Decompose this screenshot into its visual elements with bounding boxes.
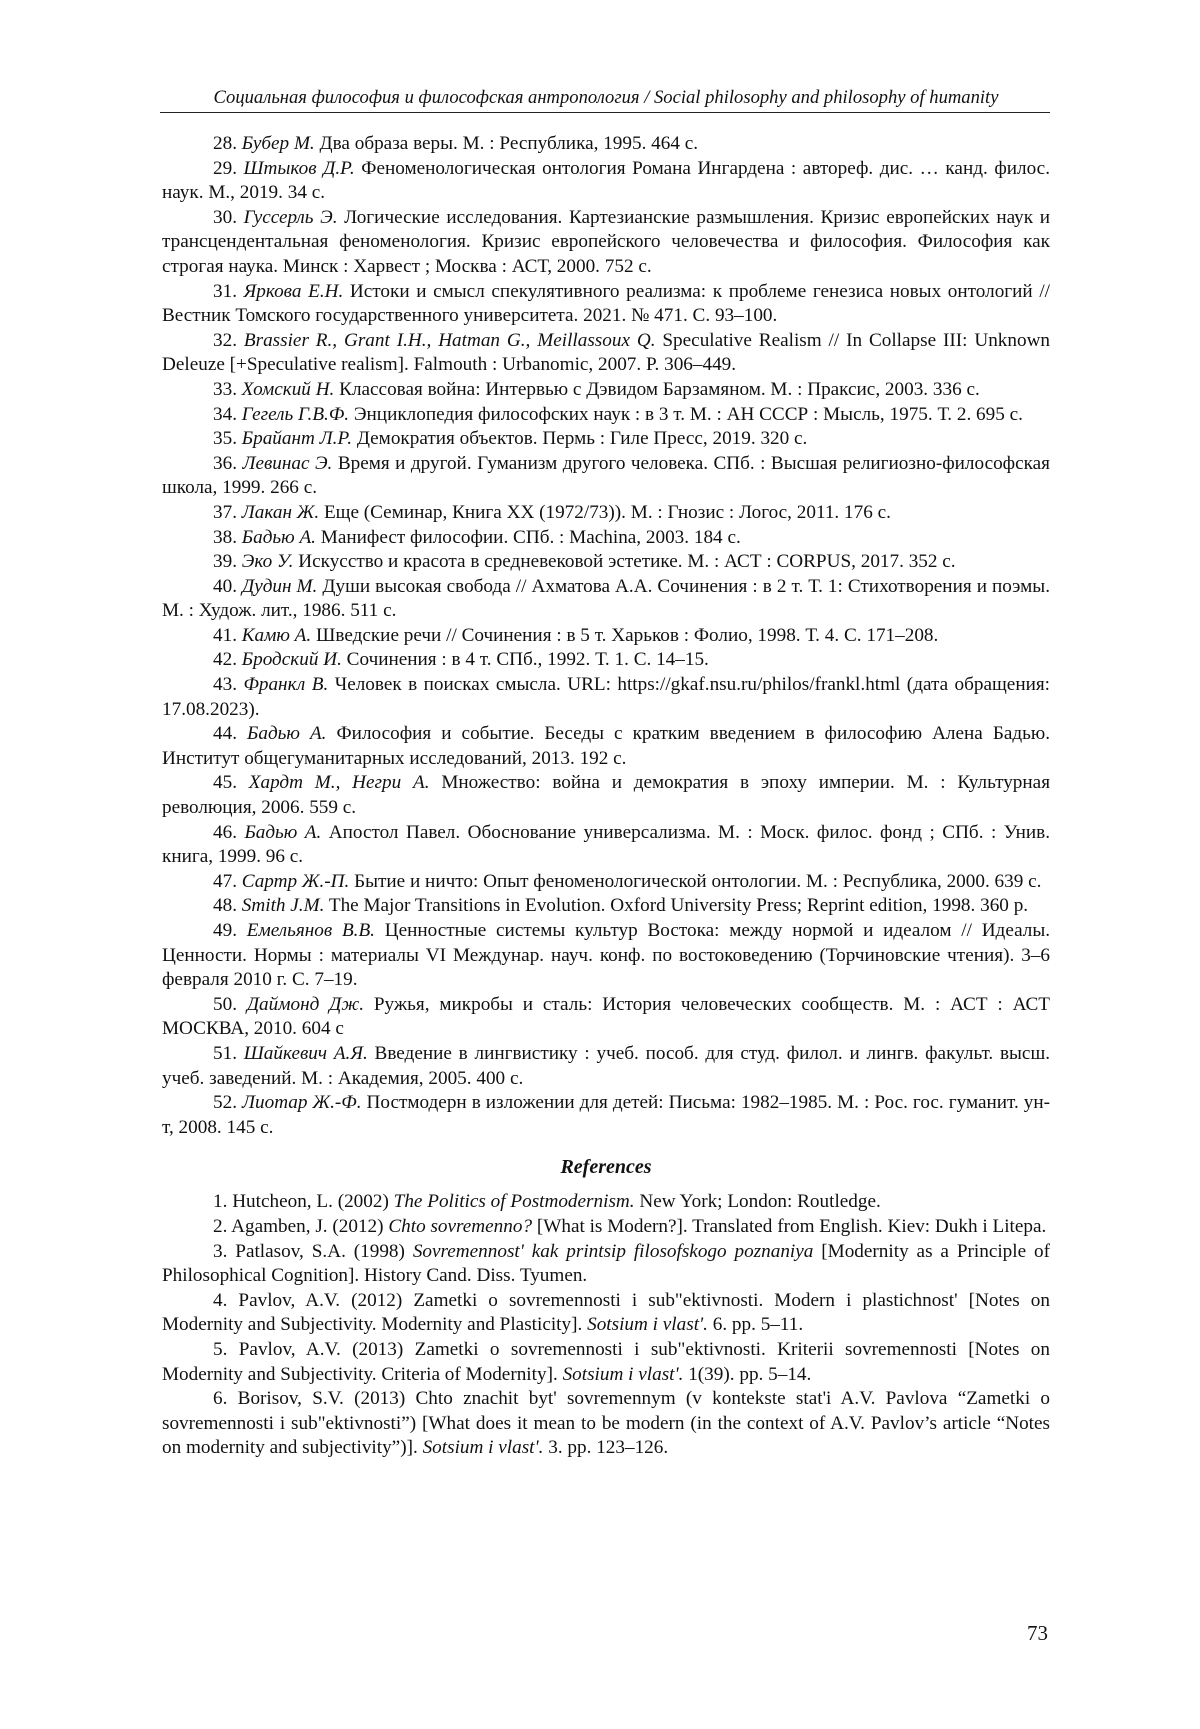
reference-entry <box>162 1215 1050 1240</box>
entry-text: Постмодерн в изложении для детей: Письма: 1982–1985. М. : Рос. гос. гуманит. ун-т, 2008. 145 с. <box>162 1092 1051 1138</box>
bibliography-entry <box>162 427 1050 452</box>
entry-number: 33. <box>213 378 237 400</box>
reference-title: Sotsium i vlast'. <box>422 1437 544 1459</box>
reference-entry <box>162 1190 1050 1215</box>
bibliography-entry <box>162 894 1050 919</box>
entry-number: 39. <box>213 551 237 573</box>
entry-number: 44. <box>213 723 237 745</box>
references-list <box>162 1190 1050 1461</box>
entry-text: Энциклопедия философских наук : в 3 т. М. : АН СССР : Мысль, 1975. Т. 2. 695 с. <box>353 403 1023 425</box>
entry-text: Сочинения : в 4 т. СПб., 1992. Т. 1. С. 14–15. <box>346 649 709 671</box>
entry-text: Еще (Семинар, Книга XX (1972/73)). М. : Гнозис : Логос, 2011. 176 с. <box>323 501 891 523</box>
bibliography-entry <box>162 452 1050 501</box>
entry-number: 29. <box>213 157 237 179</box>
bibliography-entry <box>162 673 1050 722</box>
entry-number: 32. <box>213 329 237 351</box>
entry-number: 50. <box>213 993 237 1015</box>
entry-text: Множество: война и демократия в эпоху империи. М. : Культурная революция, 2006. 559 с. <box>162 772 1051 819</box>
entry-author: Шайкевич А.Я. <box>243 1042 368 1064</box>
entry-text: Демократия объектов. Пермь : Гиле Пресс, 2019. 320 с. <box>356 428 808 450</box>
bibliography-entry <box>162 501 1050 526</box>
entry-number: 47. <box>213 870 237 892</box>
entry-text: Феноменологическая онтология Романа Ингардена : автореф. дис. … канд. филос. наук. М., 2019. 34 с. <box>162 157 1050 204</box>
reference-text: 6. Borisov, S.V. (2013) Chto znachit byt' sovremennym (v kontekste stat'i A.V. Pavlova “Zametki o sovremennosti i sub"ektivnosti”) [What does it mean to be modern (in the context of A.V. Pavlov’s article “Notes on modernity and subjectivity”)]. <box>162 1388 1050 1459</box>
entry-text: Логические исследования. Картезианские размышления. Кризис европейских наук и трансцендентальная феноменология. Кризис европейского человечества и философия. Философия как строгая наука. Минск : Харвест ; Москва : АСТ, 2000. 752 с. <box>162 206 1051 277</box>
entry-author: Лакан Ж. <box>241 501 320 523</box>
reference-text: 1(39). pp. 5–14. <box>683 1363 812 1385</box>
entry-number: 52. <box>213 1092 237 1114</box>
entry-text: Апостол Павел. Обоснование универсализма. М. : Моск. филос. фонд ; СПб. : Унив. книга, 1999. 96 с. <box>162 821 1051 868</box>
entry-text: Speculative Realism // In Collapse III: Unknown Deleuze [+Speculative realism]. Falmouth : Urbanomic, 2007. P. 306–449. <box>162 329 1051 376</box>
bibliography-list <box>162 132 1050 1140</box>
entry-author: Гуссерль Э. <box>243 206 338 228</box>
bibliography-entry <box>162 280 1050 329</box>
reference-text: 5. Pavlov, A.V. (2013) Zametki o sovremennosti i sub"ektivnosti. Kriterii sovremennosti [Notes on Modernity and Subjectivity. Criteria of Modernity]. <box>162 1338 1050 1385</box>
reference-text: [What is Modern?]. Translated from English. Kiev: Dukh i Litepa. <box>532 1215 1047 1237</box>
entry-author: Камю А. <box>241 624 312 646</box>
entry-text: Ценностные системы культур Востока: между нормой и идеалом // Идеалы. Ценности. Нормы : материалы VI Междунар. науч. конф. по востоковедению (Торчиновские чтения). 3–6 февраля 2010 г. С. 7–19. <box>162 920 1051 991</box>
entry-author: Франкл В. <box>243 674 329 696</box>
reference-text: 2. Agamben, J. (2012) <box>213 1215 389 1237</box>
bibliography-entry <box>162 206 1050 280</box>
entry-author: Smith J.M. <box>241 895 325 917</box>
entry-author: Яркова Е.Н. <box>243 280 344 302</box>
entry-number: 30. <box>213 206 237 228</box>
entry-number: 51. <box>213 1042 237 1064</box>
header-rule <box>160 112 1050 113</box>
entry-number: 28. <box>213 133 237 154</box>
entry-text: Время и другой. Гуманизм другого человека. СПб. : Высшая религиозно-философская школа, 1999. 266 с. <box>162 452 1051 499</box>
entry-author: Брайант Л.Р. <box>241 428 353 450</box>
reference-entry <box>162 1289 1050 1338</box>
reference-text: 3. pp. 123–126. <box>543 1437 669 1459</box>
bibliography-entry <box>162 722 1050 771</box>
entry-text: Истоки и смысл спекулятивного реализма: к проблеме генезиса новых онтологий // Вестник Томского государственного университета. 2021. № 471. С. 93–100. <box>162 280 1050 327</box>
bibliography-entry <box>162 132 1050 157</box>
bibliography-entry <box>162 821 1050 870</box>
entry-number: 42. <box>213 649 237 671</box>
reference-title: Sotsium i vlast'. <box>562 1363 684 1385</box>
reference-text: 4. Pavlov, A.V. (2012) Zametki o sovremennosti i sub"ektivnosti. Modern i plastichnost' [Notes on Modernity and Subjectivity. Modernity and Plasticity]. <box>162 1289 1050 1336</box>
entry-author: Хардт М., Негри А. <box>248 772 430 794</box>
entry-number: 43. <box>213 674 237 696</box>
entry-author: Емельянов В.В. <box>246 920 375 941</box>
reference-text: New York; London: Routledge. <box>634 1191 881 1213</box>
entry-author: Эко У. <box>241 551 294 573</box>
entry-number: 37. <box>213 501 237 523</box>
reference-entry <box>162 1338 1050 1387</box>
entry-number: 46. <box>213 821 237 843</box>
page-number: 73 <box>1027 1621 1048 1645</box>
bibliography-entry <box>162 919 1050 993</box>
reference-text: 3. Patlasov, S.A. (1998) <box>213 1240 413 1262</box>
bibliography-entry <box>162 870 1050 895</box>
entry-number: 40. <box>213 575 237 597</box>
entry-text: Введение в лингвистику : учеб. пособ. для студ. филол. и лингв. факульт. высш. учеб. заведений. М. : Академия, 2005. 400 с. <box>162 1042 1051 1089</box>
entry-number: 49. <box>213 920 237 941</box>
entry-text: Классовая война: Интервью с Дэвидом Барзамяном. М. : Праксис, 2003. 336 с. <box>339 378 980 400</box>
entry-author: Штыков Д.Р. <box>243 157 355 179</box>
entry-text: Искусство и красота в средневековой эстетике. М. : АСТ : CORPUS, 2017. 352 с. <box>298 551 956 573</box>
bibliography-entry <box>162 550 1050 575</box>
reference-text: 1. Hutcheon, L. (2002) <box>213 1191 394 1213</box>
entry-author: Бадью А. <box>247 723 327 745</box>
entry-text: Два образа веры. М. : Республика, 1995. 464 с. <box>319 133 699 154</box>
entry-text: Манифест философии. СПб. : Machina, 2003. 184 с. <box>320 526 741 548</box>
bibliography-entry <box>162 575 1050 624</box>
bibliography-entry <box>162 329 1050 378</box>
reference-title: The Politics of Postmodernism. <box>393 1191 635 1213</box>
bibliography-entry <box>162 403 1050 428</box>
entry-author: Бубер М. <box>241 133 315 154</box>
references-heading: References <box>560 1156 652 1179</box>
entry-text: Души высокая свобода // Ахматова А.А. Сочинения : в 2 т. Т. 1: Стихотворения и поэмы. М. : Худож. лит., 1986. 511 с. <box>162 575 1051 622</box>
reference-text: 6. pp. 5–11. <box>707 1314 804 1336</box>
reference-text: [Modernity as a Principle of Philosophical Cognition]. History Cand. Diss. Tyumen. <box>162 1240 1050 1287</box>
bibliography-entry <box>162 993 1050 1042</box>
bibliography-entry <box>162 1042 1050 1091</box>
entry-text: Бытие и ничто: Опыт феноменологической онтологии. М. : Республика, 2000. 639 с. <box>354 870 1042 892</box>
bibliography-entry <box>162 157 1050 206</box>
entry-author: Даймонд Дж. <box>246 993 365 1015</box>
entry-author: Бадью А. <box>241 526 316 548</box>
body-text <box>162 132 1050 1461</box>
entry-text: Философия и событие. Беседы с кратким введением в философию Алена Бадью. Институт общегуманитарных исследований, 2013. 192 с. <box>162 723 1051 769</box>
entry-text: Человек в поисках смысла. URL: https://gkaf.nsu.ru/philos/frankl.html (дата обращения: 17.08.2023). <box>162 674 1051 720</box>
entry-number: 35. <box>213 428 237 450</box>
entry-number: 41. <box>213 624 237 646</box>
entry-text: Шведские речи // Сочинения : в 5 т. Харьков : Фолио, 1998. Т. 4. С. 171–208. <box>316 624 939 646</box>
entry-author: Бродский И. <box>241 649 342 671</box>
entry-number: 38. <box>213 526 237 548</box>
reference-entry <box>162 1240 1050 1289</box>
entry-author: Бадью А. <box>244 821 322 843</box>
entry-author: Дудин М. <box>242 575 318 597</box>
entry-number: 36. <box>213 452 237 474</box>
bibliography-entry <box>162 378 1050 403</box>
reference-title: Chto sovremenno? <box>388 1215 533 1237</box>
entry-author: Лиотар Ж.-Ф. <box>242 1092 362 1114</box>
entry-author: Левинас Э. <box>242 452 333 474</box>
entry-author: Brassier R., Grant I.H., Hatman G., Meillassoux Q. <box>243 329 656 351</box>
bibliography-entry <box>162 526 1050 551</box>
entry-author: Хомский Н. <box>241 378 335 400</box>
entry-number: 45. <box>213 772 237 794</box>
reference-title: Sovremennost' kak printsip filosofskogo poznaniya <box>412 1240 814 1262</box>
bibliography-entry <box>162 648 1050 673</box>
entry-number: 48. <box>213 895 237 917</box>
bibliography-entry <box>162 1091 1050 1140</box>
reference-title: Sotsium i vlast'. <box>587 1314 708 1336</box>
bibliography-entry <box>162 624 1050 649</box>
bibliography-entry <box>162 771 1050 820</box>
entry-author: Сартр Ж.-П. <box>241 870 350 892</box>
entry-text: The Major Transitions in Evolution. Oxford University Press; Reprint edition, 1998. 360 p. <box>328 895 1029 917</box>
entry-number: 34. <box>213 403 237 425</box>
entry-author: Гегель Г.В.Ф. <box>241 403 350 425</box>
running-head: Социальная философия и философская антропология / Social philosophy and philosophy of humanity <box>213 87 999 108</box>
reference-entry <box>162 1387 1050 1461</box>
entry-number: 31. <box>213 280 237 302</box>
entry-text: Ружья, микробы и сталь: История человеческих сообществ. М. : АСТ : АСТ МОСКВА, 2010. 604 с <box>162 993 1051 1040</box>
